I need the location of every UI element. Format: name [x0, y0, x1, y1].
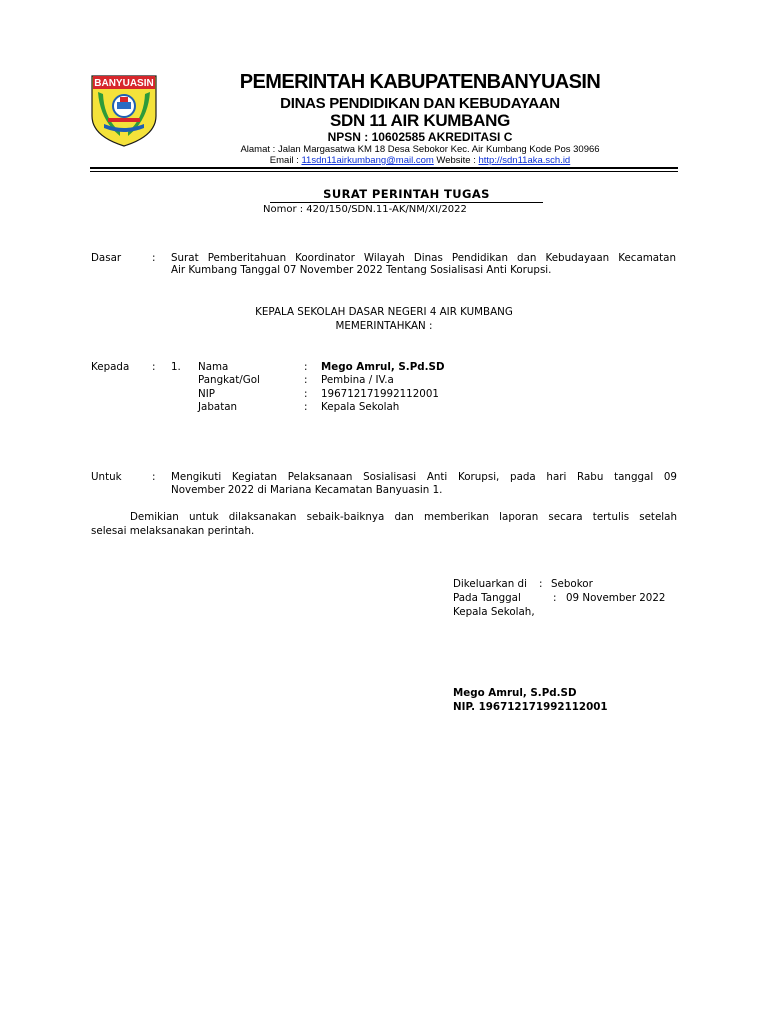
order-heading-1: KEPALA SEKOLAH DASAR NEGERI 4 AIR KUMBANG: [255, 306, 513, 318]
field-value-nama: Mego Amrul, S.Pd.SD: [321, 361, 445, 373]
website-link[interactable]: http://sdn11aka.sch.id: [478, 155, 571, 166]
header-department: DINAS PENDIDIKAN DAN KEBUDAYAAN: [280, 95, 560, 112]
issued-at-value: Sebokor: [551, 578, 593, 590]
field-colon-nip: :: [304, 388, 308, 400]
issued-at-colon: :: [539, 578, 543, 590]
field-value-jabatan: Kepala Sekolah: [321, 401, 400, 413]
email-link[interactable]: 11sdn11airkumbang@mail.com: [301, 155, 434, 166]
field-value-pangkat: Pembina / IV.a: [321, 374, 394, 386]
field-value-nip: 196712171992112001: [321, 388, 439, 400]
untuk-label: Untuk: [91, 471, 122, 483]
dasar-colon: :: [152, 252, 156, 264]
field-label-jabatan: Jabatan: [198, 401, 238, 413]
header-contact: [170, 155, 670, 166]
kepada-colon: :: [152, 361, 156, 373]
letterhead-rule-thick: [90, 167, 678, 169]
dasar-label: Dasar: [91, 252, 122, 264]
issued-at-label: Dikeluarkan di: [453, 578, 527, 590]
field-label-pangkat: Pangkat/Gol: [198, 374, 260, 386]
field-colon-pangkat: :: [304, 374, 308, 386]
field-colon-jabatan: :: [304, 401, 308, 413]
closing-line-1: Demikian untuk dilaksanakan sebaik-baiknya dan memberikan laporan secara tertulis setelah: [130, 511, 677, 523]
field-label-nip: NIP: [198, 388, 215, 400]
issued-date-colon: :: [553, 592, 557, 604]
order-heading-2: MEMERINTAHKAN :: [335, 320, 433, 332]
header-npsn: NPSN : 10602585 AKREDITASI C: [327, 130, 513, 144]
kepada-label: Kepada: [91, 361, 130, 373]
untuk-line-2: November 2022 di Mariana Kecamatan Banyuasin 1.: [171, 484, 443, 496]
logo-text: BANYUASIN: [94, 78, 154, 89]
website-label: Website :: [433, 155, 479, 166]
issued-date-value: 09 November 2022: [566, 592, 666, 604]
document-number: Nomor : 420/150/SDN.11-AK/NM/XI/2022: [263, 204, 467, 215]
banyuasin-logo: [90, 72, 158, 148]
letterhead-rule-thin: [90, 171, 678, 172]
signatory-nip: NIP. 196712171992112001: [453, 701, 608, 713]
header-government: PEMERINTAH KABUPATENBANYUASIN: [239, 71, 601, 93]
dasar-line-1: Surat Pemberitahuan Koordinator Wilayah Dinas Pendidikan dan Kebudayaan Kecamatan: [171, 252, 676, 264]
header-address: Alamat : Jalan Margasatwa KM 18 Desa Sebokor Kec. Air Kumbang Kode Pos 30966: [240, 144, 600, 155]
dasar-line-2: Air Kumbang Tanggal 07 November 2022 Tentang Sosialisasi Anti Korupsi.: [171, 264, 552, 276]
field-label-nama: Nama: [198, 361, 229, 373]
signatory-position: Kepala Sekolah,: [453, 606, 535, 618]
closing-line-2: selesai melaksanakan perintah.: [91, 525, 255, 537]
untuk-colon: :: [152, 471, 156, 483]
header-school: SDN 11 AIR KUMBANG: [329, 111, 511, 130]
document-title: SURAT PERINTAH TUGAS: [270, 187, 543, 203]
field-colon-nama: :: [304, 361, 308, 373]
untuk-line-1: Mengikuti Kegiatan Pelaksanaan Sosialisasi Anti Korupsi, pada hari Rabu tanggal 09: [171, 471, 677, 483]
signatory-name: Mego Amrul, S.Pd.SD: [453, 687, 577, 699]
kepada-number: 1.: [171, 361, 181, 373]
issued-date-label: Pada Tanggal: [453, 592, 521, 604]
email-label: Email :: [269, 155, 302, 166]
